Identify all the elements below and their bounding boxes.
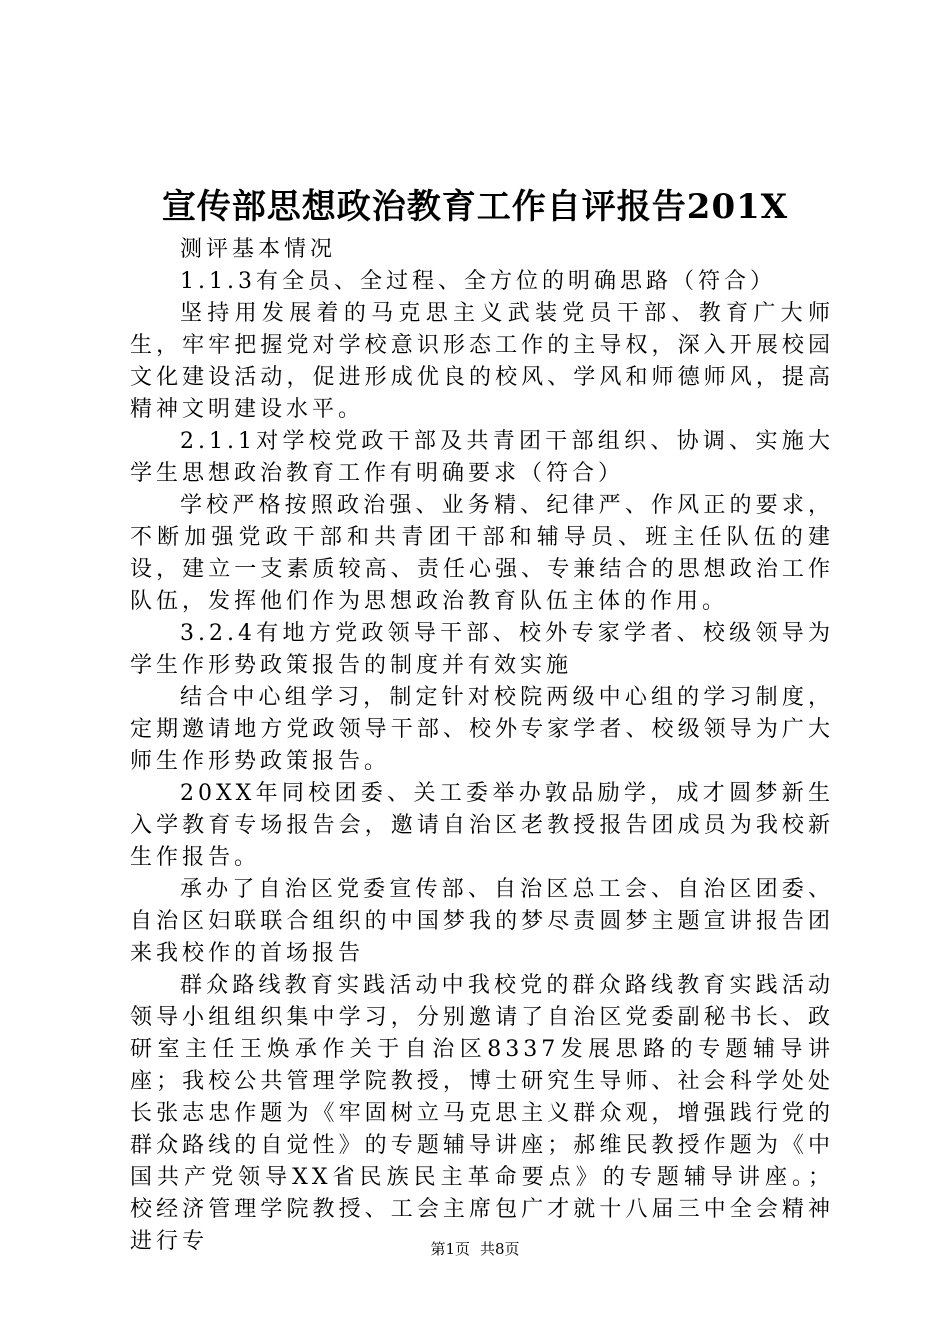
paragraph-assessment-overview: 测评基本情况 <box>180 237 337 262</box>
paragraph-body-6: 群众路线教育实践活动中我校党的群众路线教育实践活动领导小组组织集中学习，分别邀请了自治区党委副秘书长、政研室主任王焕承作关于自治区8337发展思路的专题辅导讲座；我校公共管理学院教授，博士研究生导师、社会科学处处长张志忠作题为《牢固树立马克思主义群众观，增强践行党的群众路线的自觉性》的专题辅导讲座；郝维民教授作题为《中国共产党领导XX省民族民主革命要点》的专题辅导讲座。；校经济管理学院教授、工会主席包广才就十八届三中全会精神进行专 <box>130 973 834 1254</box>
paragraph-body-1: 坚持用发展着的马克思主义武装党员干部、教育广大师生，牢牢把握党对学校意识形态工作的主导权，深入开展校园文化建设活动，促进形成优良的校风、学风和师德师风，提高精神文明建设水平。 <box>130 301 834 422</box>
page-number: 第1页 <box>430 1240 470 1258</box>
paragraph-body-2: 学校严格按照政治强、业务精、纪律严、作风正的要求，不断加强党政干部和共青团干部和辅导员、班主任队伍的建设，建立一支素质较高、责任心强、专兼结合的思想政治工作队伍，发挥他们作为思想政治教育队伍主体的作用。 <box>130 493 834 614</box>
paragraph-item-2-1-1: 2.1.1对学校党政干部及共青团干部组织、协调、实施大学生思想政治教育工作有明确要求（符合） <box>130 429 834 486</box>
paragraph-body-3: 结合中心组学习，制定针对校院两级中心组的学习制度，定期邀请地方党政领导干部、校外专家学者、校级领导为广大师生作形势政策报告。 <box>130 685 834 774</box>
page-footer <box>0 1238 950 1260</box>
paragraph-body-5: 承办了自治区党委宣传部、自治区总工会、自治区团委、自治区妇联联合组织的中国梦我的梦尽责圆梦主题宣讲报告团来我校作的首场报告 <box>130 877 834 966</box>
page-total: 共8页 <box>480 1240 520 1258</box>
page-title: 宣传部思想政治教育工作自评报告201X <box>161 187 789 227</box>
paragraph-body-4: 20XX年同校团委、关工委举办敦品励学，成才圆梦新生入学教育专场报告会，邀请自治区老教授报告团成员为我校新生作报告。 <box>130 781 834 870</box>
document-body <box>130 234 834 1258</box>
paragraph-item-3-2-4: 3.2.4有地方党政领导干部、校外专家学者、校级领导为学生作形势政策报告的制度并有效实施 <box>130 621 834 678</box>
paragraph-item-1-1-3: 1.1.3有全员、全过程、全方位的明确思路（符合） <box>180 269 776 294</box>
